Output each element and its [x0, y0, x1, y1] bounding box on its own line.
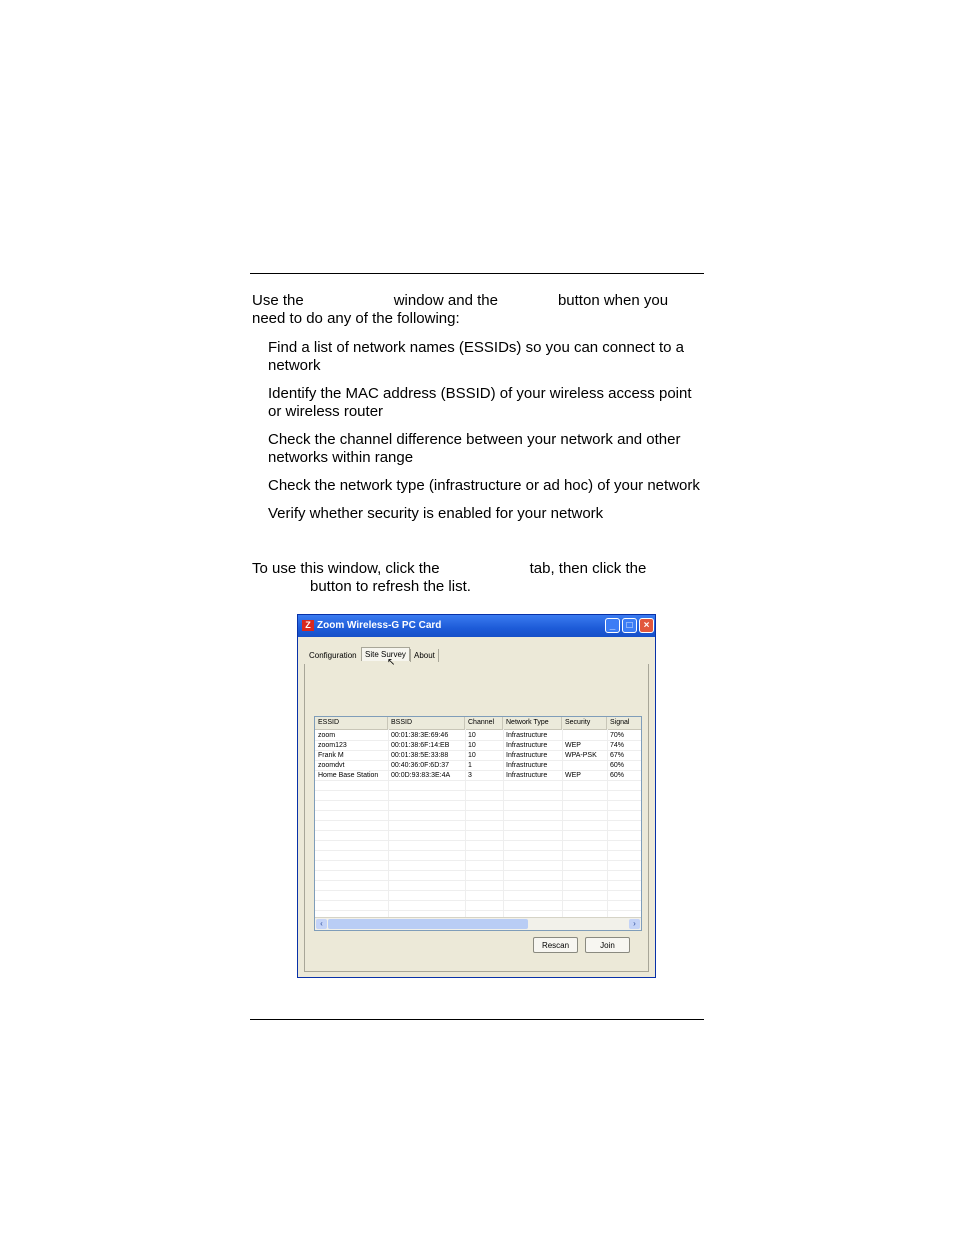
outro-text-1: To use this window, click the — [252, 560, 440, 577]
cell-network-type: Infrastructure — [506, 772, 548, 779]
tab-site-survey[interactable]: Site Survey — [361, 647, 410, 661]
minimize-button[interactable]: _ — [605, 618, 620, 633]
row-gridline — [315, 880, 641, 881]
cell-bssid: 00:40:36:0F:6D:37 — [391, 762, 449, 769]
cell-security: WEP — [565, 772, 581, 779]
row-gridline — [315, 810, 641, 811]
app-window — [297, 614, 656, 978]
row-gridline — [315, 840, 641, 841]
cell-essid: zoom — [318, 732, 336, 739]
intro-text-3: button when you need to do any of the following: — [252, 292, 669, 327]
bottom-rule — [250, 1019, 704, 1020]
cell-signal: 70% — [610, 732, 625, 739]
row-gridline — [315, 800, 641, 801]
cell-essid: Home Base Station — [318, 772, 379, 779]
column-security[interactable]: Security — [562, 717, 607, 729]
tab-configuration[interactable]: Configuration — [309, 651, 357, 660]
cell-essid: zoomdvt — [318, 762, 345, 769]
table-row[interactable] — [315, 771, 641, 781]
cell-channel: 3 — [468, 772, 472, 779]
list-item: Identify the MAC address (BSSID) of your wireless access point or wireless router — [268, 385, 692, 420]
list-header — [315, 717, 641, 730]
list-item: Check the channel difference between your network and other networks within range — [268, 431, 681, 466]
scroll-right-icon[interactable]: › — [629, 919, 640, 929]
cell-channel: 10 — [468, 732, 476, 739]
table-row[interactable] — [315, 761, 641, 771]
cell-network-type: Infrastructure — [506, 762, 548, 769]
row-gridline — [315, 910, 641, 911]
list-item: Check the network type (infrastructure or ad hoc) of your network — [268, 477, 700, 494]
table-row[interactable] — [315, 751, 641, 761]
row-gridline — [315, 820, 641, 821]
list-item: Verify whether security is enabled for your network — [268, 505, 604, 522]
column-essid[interactable]: ESSID — [315, 717, 388, 729]
cell-bssid: 00:01:38:3E:69:46 — [391, 732, 449, 739]
outro-text-2: tab, then click the — [529, 560, 647, 577]
mouse-pointer-icon: ↖ — [387, 657, 396, 668]
window-title: Zoom Wireless-G PC Card — [317, 620, 442, 631]
join-button[interactable]: Join — [585, 937, 630, 953]
outro-paragraph — [252, 560, 704, 596]
maximize-button[interactable]: □ — [622, 618, 637, 633]
tab-about[interactable]: About — [410, 649, 439, 662]
network-list[interactable] — [314, 716, 642, 931]
window-titlebar[interactable] — [298, 615, 655, 637]
cell-network-type: Infrastructure — [506, 742, 548, 749]
cell-security: WEP — [565, 742, 581, 749]
cell-channel: 10 — [468, 742, 476, 749]
cell-channel: 1 — [468, 762, 472, 769]
column-channel[interactable]: Channel — [465, 717, 503, 729]
cell-signal: 67% — [610, 752, 625, 759]
intro-text-1: Use the — [252, 292, 304, 309]
table-row[interactable] — [315, 731, 641, 741]
row-gridline — [315, 890, 641, 891]
cell-network-type: Infrastructure — [506, 752, 548, 759]
scroll-left-icon[interactable]: ‹ — [316, 919, 327, 929]
close-button[interactable]: × — [639, 618, 654, 633]
row-gridline — [315, 870, 641, 871]
column-network-type[interactable]: Network Type — [503, 717, 562, 729]
list-item: Find a list of network names (ESSIDs) so you can connect to a network — [268, 339, 685, 374]
cell-signal: 60% — [610, 772, 625, 779]
rescan-button[interactable]: Rescan — [533, 937, 578, 953]
row-gridline — [315, 900, 641, 901]
task-list — [268, 339, 704, 533]
cell-essid: zoom123 — [318, 742, 347, 749]
cell-signal: 60% — [610, 762, 625, 769]
cell-channel: 10 — [468, 752, 476, 759]
cell-signal: 74% — [610, 742, 625, 749]
intro-text-2: window and the — [393, 292, 498, 309]
cell-bssid: 00:01:38:6F:14:EB — [391, 742, 450, 749]
cell-essid: Frank M — [318, 752, 344, 759]
table-row[interactable] — [315, 741, 641, 751]
column-bssid[interactable]: BSSID — [388, 717, 465, 729]
intro-paragraph — [252, 292, 704, 328]
scrollbar-thumb[interactable] — [328, 919, 528, 929]
row-gridline — [315, 860, 641, 861]
row-gridline — [315, 830, 641, 831]
top-rule — [250, 273, 704, 274]
horizontal-scrollbar[interactable] — [315, 917, 641, 930]
cell-bssid: 00:01:38:5E:33:88 — [391, 752, 449, 759]
outro-text-3: button to refresh the list. — [310, 578, 471, 595]
cell-network-type: Infrastructure — [506, 732, 548, 739]
row-gridline — [315, 790, 641, 791]
cell-bssid: 00:0D:93:83:3E:4A — [391, 772, 451, 779]
cell-security: WPA-PSK — [565, 752, 597, 759]
zoom-logo-icon: Z — [302, 620, 314, 631]
row-gridline — [315, 850, 641, 851]
tab-panel — [304, 664, 649, 972]
column-signal[interactable]: Signal — [607, 717, 642, 729]
